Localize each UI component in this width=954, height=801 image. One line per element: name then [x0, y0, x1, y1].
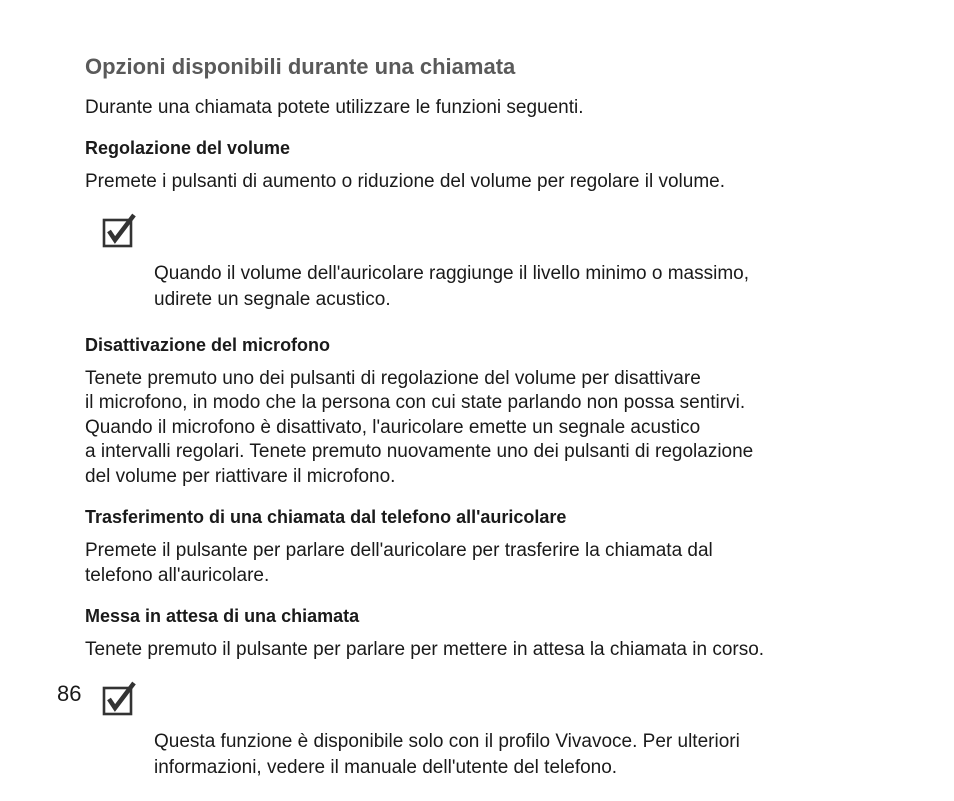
note-box	[85, 209, 885, 313]
note-text: Quando il volume dell'auricolare raggiunge il livello minimo o massimo, udirete un segnale acustico.	[154, 262, 750, 310]
section-volume	[85, 136, 885, 313]
page-number: 86	[57, 681, 82, 706]
section-heading: Regolazione del volume	[85, 138, 291, 158]
section-mute	[85, 333, 885, 490]
section-text: Tenete premuto uno dei pulsanti di regolazione del volume per disattivare il microfono, in modo che la persona con cui state parlando non possa sentirvi. Quando il microfono è disattivato, l'auricolare emette un segnale acustico a intervalli regolari. Tenete premuto nuovamente uno dei pulsanti di regolazione del volume per riattivare il microfono.	[85, 367, 754, 487]
page-title: Opzioni disponibili durante una chiamata	[85, 54, 516, 79]
section-heading: Trasferimento di una chiamata dal telefono all'auricolare	[85, 507, 567, 527]
section-heading: Disattivazione del microfono	[85, 334, 331, 355]
manual-page-content	[85, 52, 885, 801]
check-box-icon	[101, 680, 137, 716]
section-heading: Messa in attesa di una chiamata	[85, 606, 360, 626]
note-box	[85, 677, 885, 781]
section-text: Premete i pulsanti di aumento o riduzione del volume per regolare il volume.	[85, 171, 726, 192]
section-text: Premete il pulsante per parlare dell'auricolare per trasferire la chiamata dal telefono all'auricolare.	[85, 540, 713, 586]
note-text: Questa funzione è disponibile solo con il profilo Vivavoce. Per ulteriori informazioni, vedere il manuale dell'utente del telefono.	[154, 730, 740, 778]
section-transfer	[85, 505, 885, 588]
intro-text: Durante una chiamata potete utilizzare le funzioni seguenti.	[85, 97, 584, 118]
check-box-icon	[101, 212, 137, 248]
section-text: Tenete premuto il pulsante per parlare per mettere in attesa la chiamata in corso.	[85, 639, 765, 660]
section-hold	[85, 604, 885, 781]
